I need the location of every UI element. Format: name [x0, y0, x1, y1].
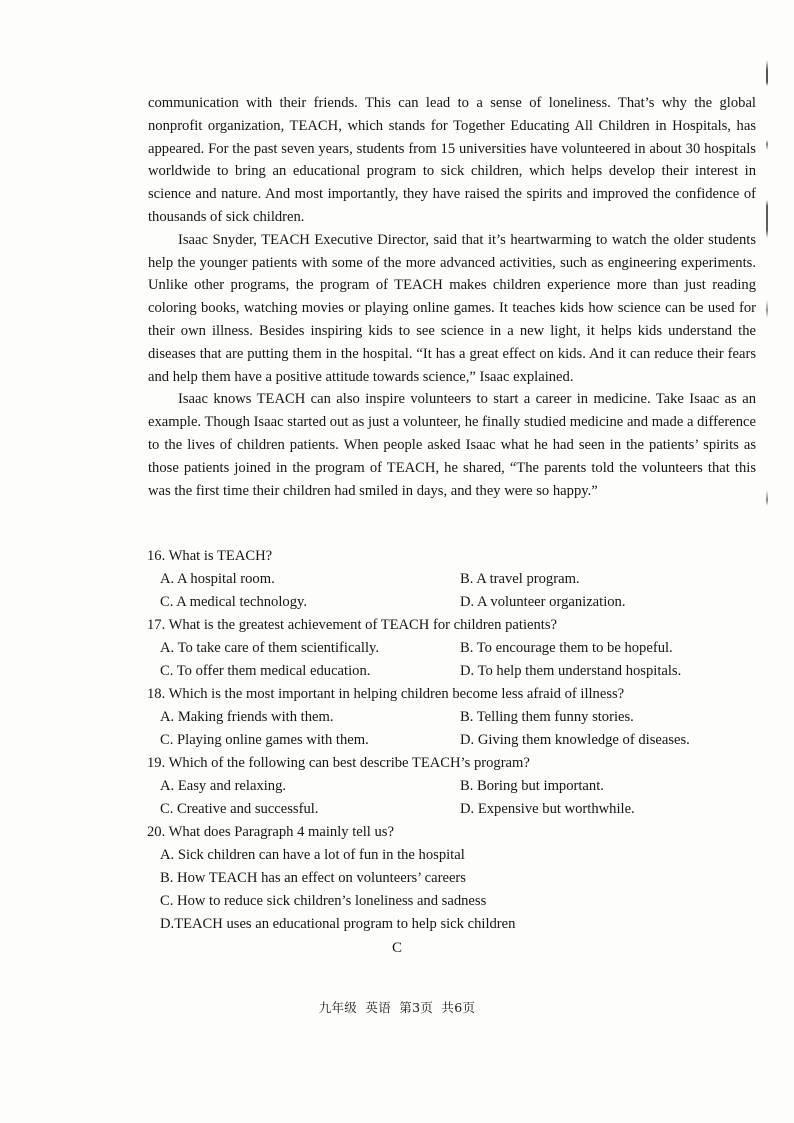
reading-passage	[148, 92, 756, 502]
question-stem: 18. Which is the most important in helping children become less afraid of illness?	[147, 686, 625, 702]
footer-total: 共6页	[441, 1000, 476, 1015]
passage-paragraph-2: Isaac Snyder, TEACH Executive Director, said that it’s heartwarming to watch the older students help the younger patients with some of the more advanced activities, such as engineering experiments. Unlike other programs, the program of TEACH makes children experience more than just reading coloring books, watching movies or playing online games. It teaches kids how science can be used for their own illness. Besides inspiring kids to see science in a new light, it helps kids understand the diseases that are putting them in the hospital. “It has a great effect on kids. And it can reduce their fears and help them have a positive attitude towards science,” Isaac explained.	[148, 231, 756, 385]
option-b[interactable]: B. Boring but important.	[460, 778, 604, 794]
footer-page: 第3页	[399, 1000, 434, 1015]
question-16	[147, 545, 747, 614]
option-c[interactable]: C. Playing online games with them.	[160, 732, 369, 748]
section-letter: C	[391, 940, 402, 956]
option-b[interactable]: B. A travel program.	[460, 571, 580, 587]
page-footer	[0, 998, 794, 1016]
option-c[interactable]: C. To offer them medical education.	[160, 663, 371, 679]
option-c[interactable]: C. Creative and successful.	[160, 801, 319, 817]
option-d[interactable]: D.TEACH uses an educational program to help sick children	[160, 916, 516, 932]
question-18	[147, 683, 747, 752]
scan-edge-mark	[766, 60, 768, 620]
option-group	[160, 706, 747, 752]
option-d[interactable]: D. A volunteer organization.	[460, 594, 626, 610]
option-d[interactable]: D. Giving them knowledge of diseases.	[460, 732, 690, 748]
option-a[interactable]: A. Making friends with them.	[160, 709, 334, 725]
option-c[interactable]: C. How to reduce sick children’s loneliness and sadness	[160, 893, 487, 909]
passage-paragraph-1: communication with their friends. This can lead to a sense of loneliness. That’s why the global nonprofit organization, TEACH, which stands for Together Educating All Children in Hospitals, has appeared. For the past seven years, students from 15 universities have volunteered in about 30 hospitals worldwide to bring an educational program to sick children, which helps develop their interest in science and nature. And most importantly, they have raised the spirits and improved the confidence of thousands of sick children.	[148, 95, 756, 225]
option-a[interactable]: A. A hospital room.	[160, 571, 275, 587]
option-group	[160, 568, 747, 614]
footer-grade: 九年级	[318, 1000, 358, 1015]
option-group	[160, 637, 747, 683]
option-d[interactable]: D. Expensive but worthwhile.	[460, 801, 635, 817]
option-a[interactable]: A. Easy and relaxing.	[160, 778, 287, 794]
option-b[interactable]: B. Telling them funny stories.	[460, 709, 634, 725]
question-list	[147, 545, 747, 936]
passage-paragraph-3: Isaac knows TEACH can also inspire volunteers to start a career in medicine. Take Isaac as an example. Though Isaac started out as just a volunteer, he finally studied medicine and made a difference to the lives of children patients. When people asked Isaac what he had seen in the patients’ spirits as those patients joined in the program of TEACH, he shared, “The parents told the volunteers that this was the first time their children had smiled in days, and they were so happy.”	[148, 391, 756, 499]
footer-subject: 英语	[365, 1000, 391, 1015]
question-20	[147, 821, 747, 936]
question-stem: 20. What does Paragraph 4 mainly tell us?	[147, 824, 394, 840]
option-b[interactable]: B. To encourage them to be hopeful.	[460, 640, 673, 656]
question-19	[147, 752, 747, 821]
option-group	[160, 844, 747, 936]
option-d[interactable]: D. To help them understand hospitals.	[460, 663, 682, 679]
question-stem: 16. What is TEACH?	[147, 548, 273, 564]
option-a[interactable]: A. To take care of them scientifically.	[160, 640, 380, 656]
question-17	[147, 614, 747, 683]
question-stem: 17. What is the greatest achievement of TEACH for children patients?	[147, 617, 557, 633]
option-a[interactable]: A. Sick children can have a lot of fun in the hospital	[160, 847, 465, 863]
option-b[interactable]: B. How TEACH has an effect on volunteers’ careers	[160, 870, 466, 886]
option-group	[160, 775, 747, 821]
question-stem: 19. Which of the following can best describe TEACH’s program?	[147, 755, 530, 771]
option-c[interactable]: C. A medical technology.	[160, 594, 307, 610]
